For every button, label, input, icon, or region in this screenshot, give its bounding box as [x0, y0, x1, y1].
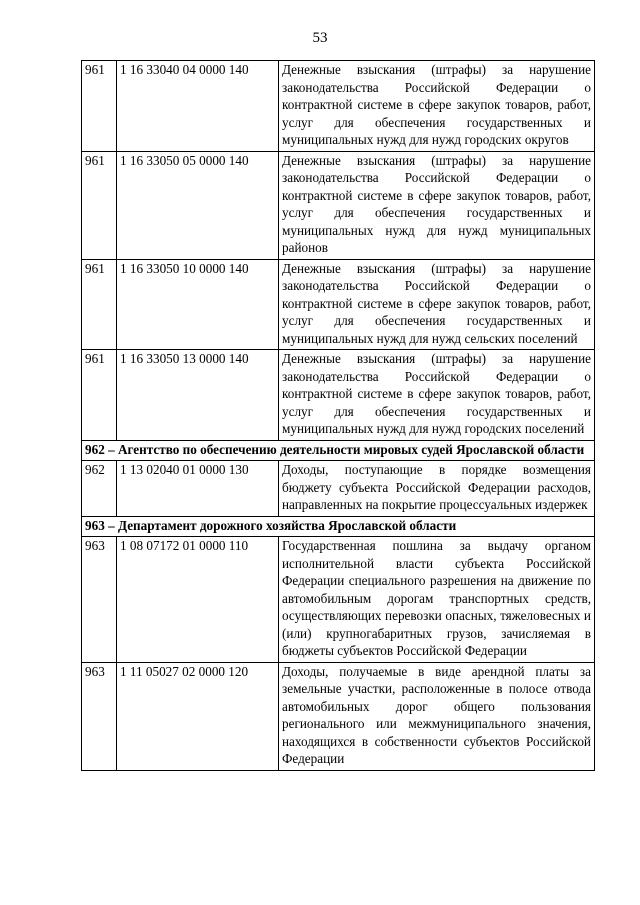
- budget-code-cell: 1 08 07172 01 0000 110: [117, 537, 279, 663]
- table-row: [82, 461, 595, 517]
- revenue-name-cell: Денежные взыскания (штрафы) за нарушение законодательства Российской Федерации о контрактной системе в сфере закупок товаров, работ, услуг для обеспечения государственных и муниципальных нужд для нужд муниципальных районов: [279, 151, 595, 259]
- admin-code-cell: 961: [82, 151, 117, 259]
- revenue-name-cell: Доходы, поступающие в порядке возмещения бюджету субъекта Российской Федерации расходов, направленных на покрытие процессуальных издержек: [279, 461, 595, 517]
- revenue-name-cell: Денежные взыскания (штрафы) за нарушение законодательства Российской Федерации о контрактной системе в сфере закупок товаров, работ, услуг для обеспечения государственных и муниципальных нужд для нужд сельских поселений: [279, 259, 595, 350]
- section-heading: 962 – Агентство по обеспечению деятельности мировых судей Ярославской области: [82, 440, 595, 461]
- budget-code-cell: 1 11 05027 02 0000 120: [117, 662, 279, 770]
- revenue-name-cell: Денежные взыскания (штрафы) за нарушение законодательства Российской Федерации о контрактной системе в сфере закупок товаров, работ, услуг для обеспечения государственных и муниципальных нужд для нужд городских поселений: [279, 350, 595, 441]
- table-row: [82, 151, 595, 259]
- admin-code-cell: 961: [82, 350, 117, 441]
- budget-code-cell: 1 16 33050 05 0000 140: [117, 151, 279, 259]
- section-heading-row: [82, 516, 595, 537]
- table-row: [82, 61, 595, 152]
- revenue-name-cell: Денежные взыскания (штрафы) за нарушение законодательства Российской Федерации о контрактной системе в сфере закупок товаров, работ, услуг для обеспечения государственных и муниципальных нужд для нужд городских округов: [279, 61, 595, 152]
- admin-code-cell: 962: [82, 461, 117, 517]
- section-heading-row: [82, 440, 595, 461]
- table-row: [82, 662, 595, 770]
- budget-code-cell: 1 16 33040 04 0000 140: [117, 61, 279, 152]
- admin-code-cell: 963: [82, 662, 117, 770]
- budget-code-cell: 1 16 33050 10 0000 140: [117, 259, 279, 350]
- table-row: [82, 350, 595, 441]
- admin-code-cell: 963: [82, 537, 117, 663]
- admin-code-cell: 961: [82, 259, 117, 350]
- budget-code-cell: 1 16 33050 13 0000 140: [117, 350, 279, 441]
- table-row: [82, 537, 595, 663]
- revenue-codes-table: [81, 60, 595, 771]
- page-number: 53: [312, 30, 328, 46]
- revenue-name-cell: Государственная пошлина за выдачу органом исполнительной власти субъекта Российской Федерации специального разрешения на движение по автомобильным дорогам транспортных средств, осуществляющих перевозки опасных, тяжеловесных и (или) крупногабаритных грузов, зачисляемая в бюджеты субъектов Российской Федерации: [279, 537, 595, 663]
- budget-code-cell: 1 13 02040 01 0000 130: [117, 461, 279, 517]
- table-row: [82, 259, 595, 350]
- revenue-name-cell: Доходы, получаемые в виде арендной платы за земельные участки, расположенные в полосе отвода автомобильных дорог общего пользования регионального или межмуниципального значения, находящихся в собственности субъектов Российской Федерации: [279, 662, 595, 770]
- section-heading: 963 – Департамент дорожного хозяйства Ярославской области: [82, 516, 595, 537]
- admin-code-cell: 961: [82, 61, 117, 152]
